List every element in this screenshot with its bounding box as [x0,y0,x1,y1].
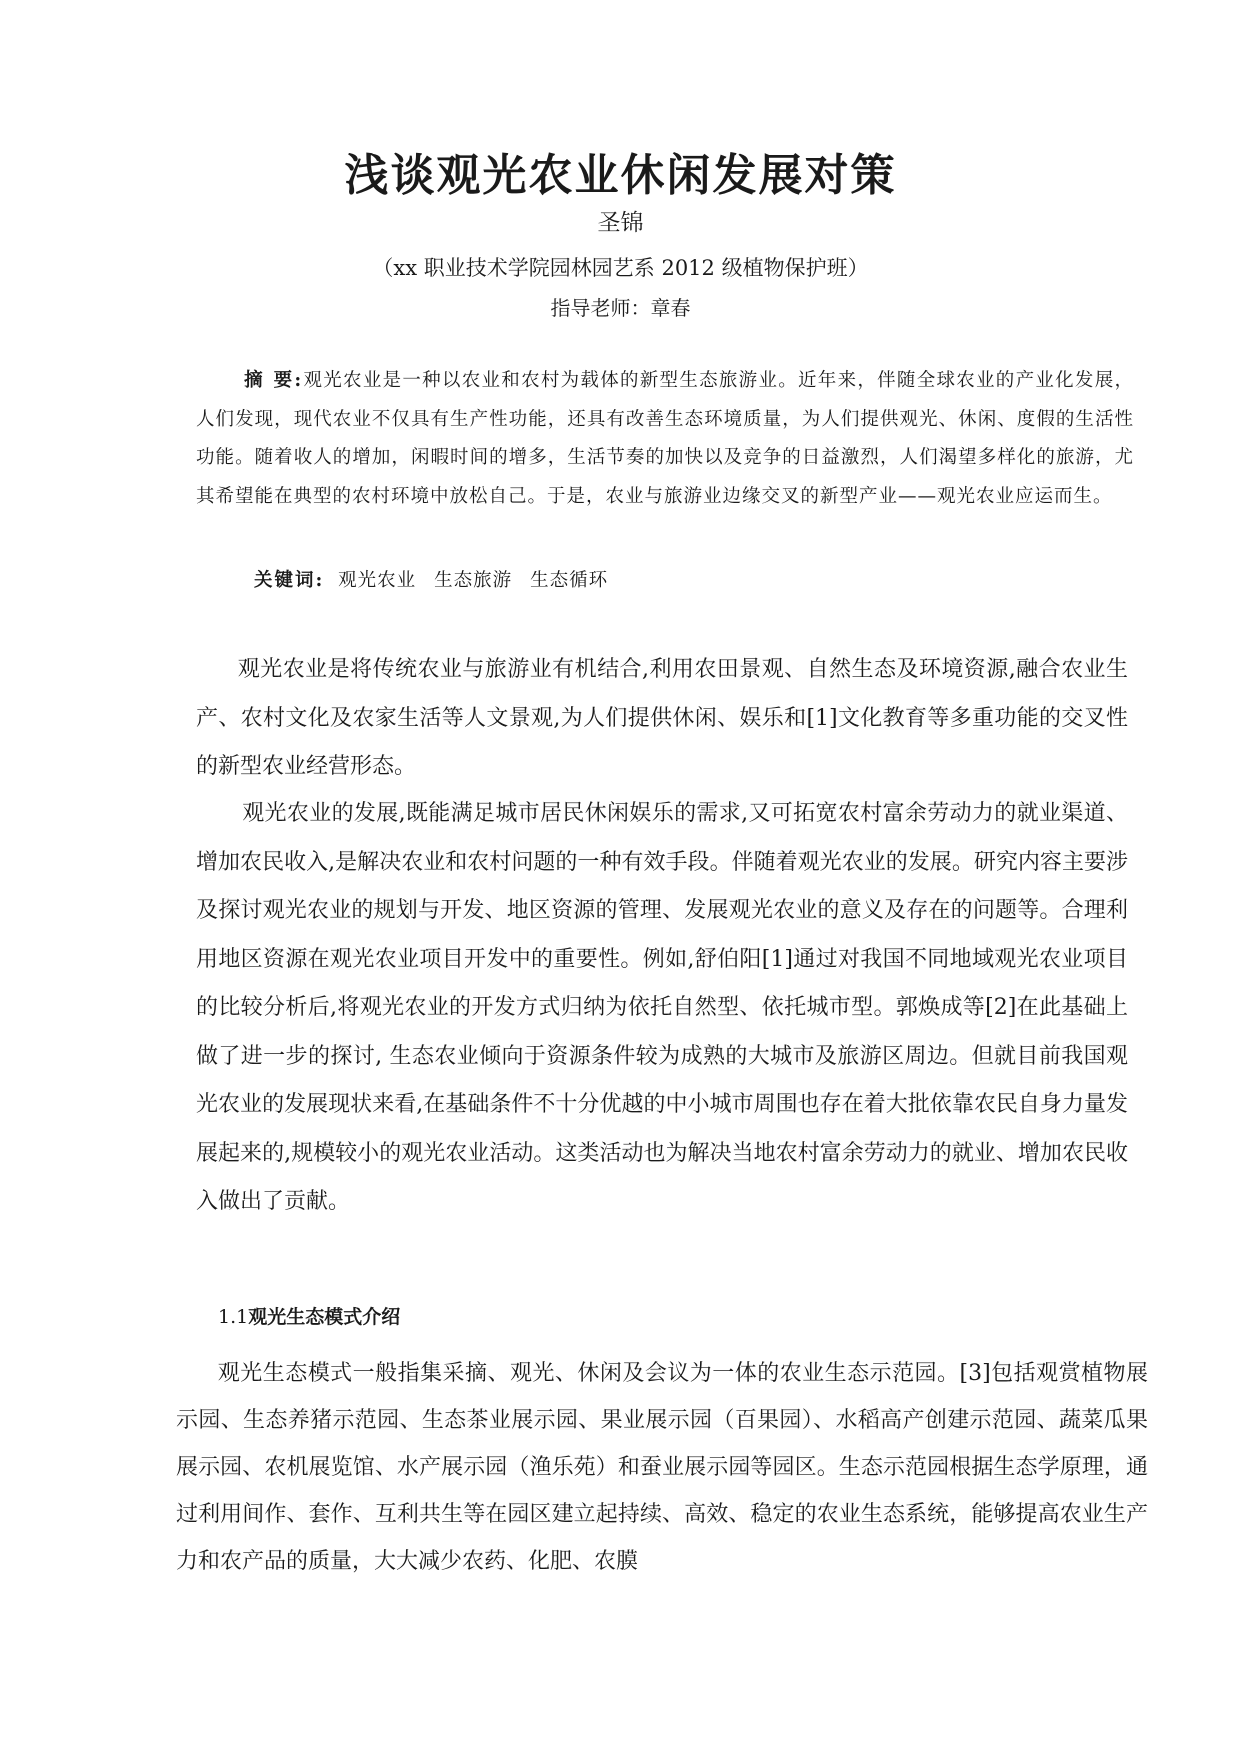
section-heading [218,1302,400,1332]
abstract-block [196,362,1134,516]
body-paragraph-2: 观光农业的发展,既能满足城市居民休闲娱乐的需求,又可拓宽农村富余劳动力的就业渠道、增加农民收入,是解决农业和农村问题的一种有效手段。伴随着观光农业的发展。研究内容主要涉及探讨观光农业的规划与开发、地区资源的管理、发展观光农业的意义及存在的问题等。合理利用地区资源在观光农业项目开发中的重要性。例如,舒伯阳[1]通过对我国不同地域观光农业项目的比较分析后,将观光农业的开发方式归纳为依托自然型、依托城市型。郭焕成等[2]在此基础上做了进一步的探讨, 生态农业倾向于资源条件较为成熟的大城市及旅游区周边。但就目前我国观光农业的发展现状来看,在基础条件不十分优越的中小城市周围也存在着大批依靠农民自身力量发展起来的,规模较小的观光农业活动。这类活动也为解决当地农村富余劳动力的就业、增加农民收入做出了贡献。 [196,801,1128,1214]
author-name: 圣锦 [597,210,644,236]
keywords-block [254,566,626,596]
document-title: 浅谈观光农业休闲发展对策 [344,150,897,201]
keywords-label: 关键词: [254,570,325,591]
keyword-item: 观光农业 [338,570,417,591]
section-number: 1.1 [218,1306,249,1328]
abstract-label: 摘 要: [244,370,304,391]
advisor-line: 指导老师：章春 [550,296,691,320]
section-paragraph: 观光生态模式一般指集采摘、观光、休闲及会议为一体的农业生态示范园。[3]包括观赏植物展示园、生态养猪示范园、生态茶业展示园、果业展示园（百果园）、水稻高产创建示范园、蔬菜瓜果展示园、农机展览馆、水产展示园（渔乐苑）和蚕业展示园等园区。生态示范园根据生态学原理，通过利用间作、套作、互利共生等在园区建立起持续、高效、稳定的农业生态系统，能够提高农业生产力和农产品的质量，大大减少农药、化肥、农膜 [176,1361,1148,1574]
author-affiliation: （xx 职业技术学院园林园艺系 2012 级植物保护班） [372,256,869,280]
body-paragraph-1: 观光农业是将传统农业与旅游业有机结合,利用农田景观、自然生态及环境资源,融合农业生产、农村文化及农家生活等人文景观,为人们提供休闲、娱乐和[1]文化教育等多重功能的交叉性的新型农业经营形态。 [196,657,1128,779]
keyword-item: 生态旅游 [434,570,513,591]
keyword-item: 生态循环 [530,570,609,591]
section-title: 观光生态模式介绍 [248,1306,401,1328]
abstract-text: 观光农业是一种以农业和农村为载体的新型生态旅游业。近年来，伴随全球农业的产业化发展，人们发现，现代农业不仅具有生产性功能，还具有改善生态环境质量，为人们提供观光、休闲、度假的生活性功能。随着收人的增加，闲暇时间的增多，生活节奏的加快以及竞争的日益激烈，人们渴望多样化的旅游，尤其希望能在典型的农村环境中放松自己。于是，农业与旅游业边缘交叉的新型产业——观光农业应运而生。 [196,370,1134,507]
